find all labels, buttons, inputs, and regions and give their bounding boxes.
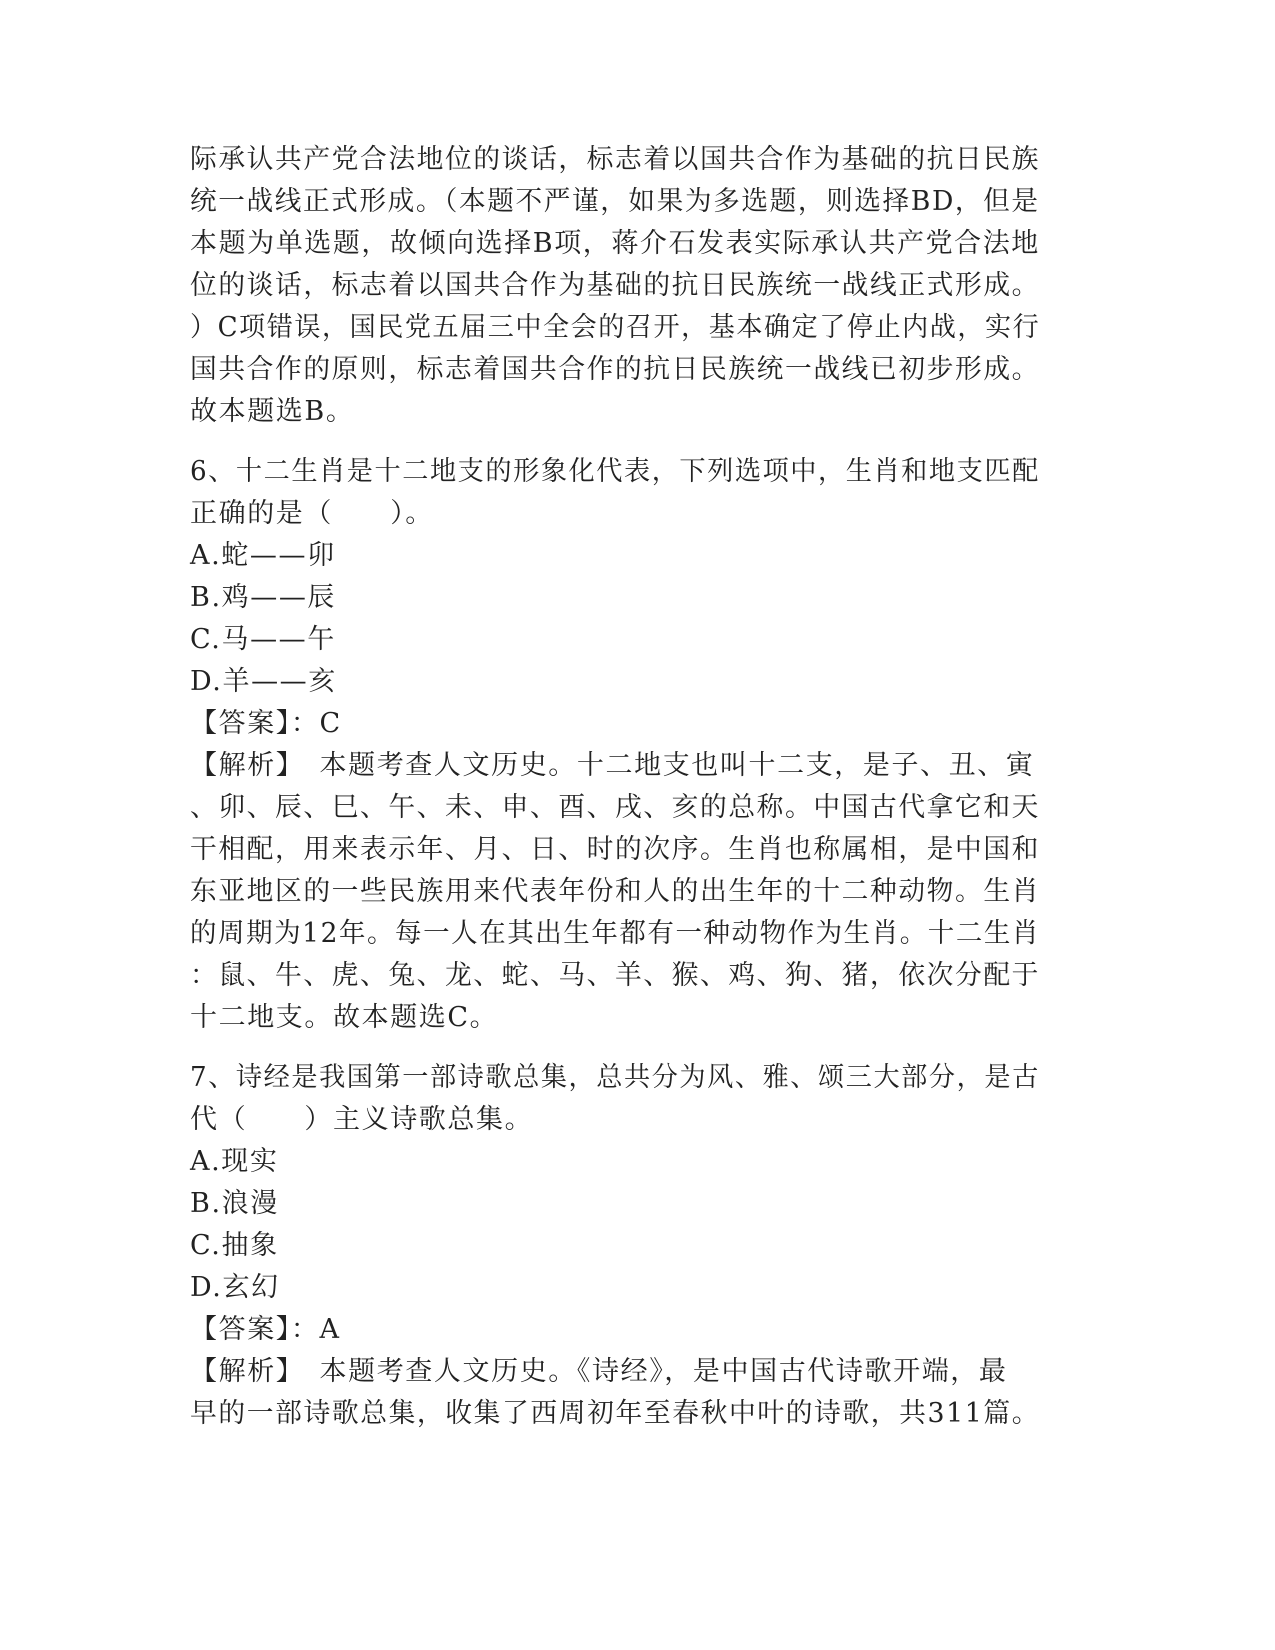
question-7-option-b: B.浪漫: [190, 1188, 279, 1219]
explanation-line: ）C项错误，国民党五届三中全会的召开，基本确定了停止内战，实行: [190, 312, 1041, 343]
question-6-explanation: 干相配，用来表示年、月、日、时的次序。生肖也称属相，是中国和: [190, 834, 1040, 865]
question-7-answer: 【答案】：A: [190, 1314, 341, 1345]
question-6-explanation: 【解析】 本题考查人文历史。十二地支也叫十二支，是子、丑、寅: [190, 750, 1035, 781]
question-6-option-c: C.马——午: [190, 624, 336, 655]
question-7-explanation: 【解析】 本题考查人文历史。《诗经》，是中国古代诗歌开端，最: [190, 1356, 1008, 1387]
question-7-stem: 代（ ）主义诗歌总集。: [190, 1104, 534, 1135]
explanation-line: 位的谈话，标志着以国共合作为基础的抗日民族统一战线正式形成。: [190, 270, 1040, 301]
explanation-line: 际承认共产党合法地位的谈话，标志着以国共合作为基础的抗日民族: [190, 144, 1040, 175]
explanation-line: 故本题选B。: [190, 396, 355, 427]
question-6-option-b: B.鸡——辰: [190, 582, 337, 613]
question-6-explanation: ：鼠、牛、虎、兔、龙、蛇、马、羊、猴、鸡、狗、猪，依次分配于: [190, 960, 1040, 991]
question-7-option-d: D.玄幻: [190, 1272, 280, 1303]
question-6-explanation: 十二地支。故本题选C。: [190, 1002, 499, 1033]
explanation-line: 本题为单选题，故倾向选择B项，蒋介石发表实际承认共产党合法地: [190, 228, 1040, 259]
question-7-option-c: C.抽象: [190, 1230, 279, 1261]
question-7-stem: 7、诗经是我国第一部诗歌总集，总共分为风、雅、颂三大部分，是古: [190, 1062, 1040, 1093]
question-6-answer: 【答案】：C: [190, 708, 342, 739]
explanation-line: 国共合作的原则，标志着国共合作的抗日民族统一战线已初步形成。: [190, 354, 1040, 385]
question-6-stem: 6、十二生肖是十二地支的形象化代表，下列选项中，生肖和地支匹配: [190, 456, 1040, 487]
question-7-explanation: 早的一部诗歌总集，收集了西周初年至春秋中叶的诗歌，共311篇。: [190, 1398, 1041, 1429]
question-6-stem: 正确的是（ ）。: [190, 498, 434, 529]
question-6-option-d: D.羊——亥: [190, 666, 337, 697]
question-6-option-a: A.蛇——卯: [190, 540, 336, 571]
explanation-line: 统一战线正式形成。（本题不严谨，如果为多选题，则选择BD，但是: [190, 186, 1040, 217]
question-6-explanation: 、卯、辰、巳、午、未、申、酉、戌、亥的总称。中国古代拿它和天: [190, 792, 1040, 823]
question-6-explanation: 东亚地区的一些民族用来代表年份和人的出生年的十二种动物。生肖: [190, 876, 1040, 907]
question-7-option-a: A.现实: [190, 1146, 279, 1177]
question-6-explanation: 的周期为12年。每一人在其出生年都有一种动物作为生肖。十二生肖: [190, 918, 1040, 949]
